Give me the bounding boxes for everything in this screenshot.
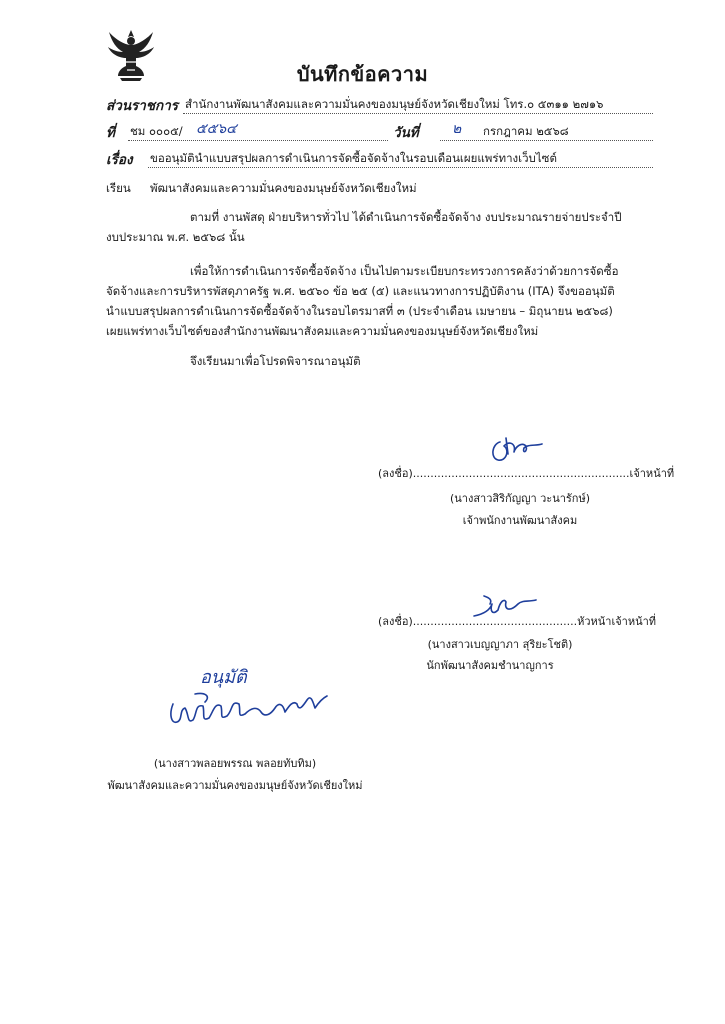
date-label: วันที่ (393, 125, 419, 141)
body-p2-line1: เพื่อให้การดำเนินการจัดซื้อจัดจ้าง เป็นไปตามระเบียบกระทรวงการคลังว่าด้วยการจัดซื้อ (190, 264, 619, 278)
subject-dotted-line (148, 167, 653, 168)
signature-1-name: (นางสาวสิริกัญญา วะนารักษ์) (449, 492, 591, 505)
agency-label: ส่วนราชการ (106, 98, 179, 114)
ref-dotted-line (128, 140, 388, 141)
memo-title: บันทึกข้อความ (296, 62, 429, 86)
body-p1-line1: ตามที่ งานพัสดุ ฝ่ายบริหารทั่วไป ได้ดำเนินการจัดซื้อจัดจ้าง งบประมาณรายจ่ายประจำปี (190, 210, 622, 224)
signature-2-line: (ลงชื่อ)...............................................หัวหน้าเจ้าหน้าที่ (378, 615, 657, 628)
body-p2-line2: จัดจ้างและการบริหารพัสดุภาครัฐ พ.ศ. ๒๕๖๐ ข้อ ๒๕ (๕) และแนวทางการปฏิบัติงาน (ITA) จึงขออนุมัติ (106, 284, 615, 298)
subject-label: เรื่อง (106, 152, 133, 168)
agency-dotted-line (183, 113, 653, 114)
signature-3-image (165, 684, 330, 730)
body-p2-line4: เผยแพร่ทางเว็บไซต์ของสำนักงานพัฒนาสังคมและความมั่นคงของมนุษย์จังหวัดเชียงใหม่ (106, 324, 539, 338)
date-dotted-line (440, 140, 653, 141)
body-p2-line3: นำแบบสรุปผลการดำเนินการจัดซื้อจัดจ้างในรอบไตรมาสที่ ๓ (ประจำเดือน เมษายน – มิถุนายน ๒๕๖๘) (106, 304, 613, 318)
date-value: กรกฎาคม ๒๕๖๘ (483, 124, 569, 138)
signature-1-image (486, 432, 546, 468)
date-day-handwritten: ๒ (452, 121, 462, 137)
signature-2-position: นักพัฒนาสังคมชำนาญการ (426, 659, 554, 672)
approval-handwritten-note: อนุมัติ (200, 667, 247, 688)
to-value: พัฒนาสังคมและความมั่นคงของมนุษย์จังหวัดเชียงใหม่ (150, 181, 417, 195)
ref-value: ชม ๐๐๐๕/ (130, 124, 183, 138)
to-label: เรียน (106, 181, 131, 195)
ref-handwritten-number: ๕๕๖๔ (196, 121, 237, 137)
signature-1-line: (ลงชื่อ)..............................................................เจ้าหน้าที่ (378, 467, 675, 480)
subject-value: ขออนุมัตินำแบบสรุปผลการดำเนินการจัดซื้อจัดจ้างในรอบเดือนเผยแพร่ทางเว็บไซต์ (150, 151, 557, 165)
ref-label: ที่ (106, 125, 115, 141)
signature-1-position: เจ้าพนักงานพัฒนาสังคม (462, 514, 578, 527)
signature-2-name: (นางสาวเบญญาภา สุริยะโชติ) (427, 638, 573, 651)
body-p1-line2: งบประมาณ พ.ศ. ๒๕๖๘ นั้น (106, 230, 245, 244)
agency-value: สำนักงานพัฒนาสังคมและความมั่นคงของมนุษย์จังหวัดเชียงใหม่ โทร.๐ ๕๓๑๑ ๒๗๑๖ (185, 97, 604, 111)
signature-3-name: (นางสาวพลอยพรรณ พลอยทับทิม) (153, 757, 317, 770)
body-closing: จึงเรียนมาเพื่อโปรดพิจารณาอนุมัติ (190, 354, 361, 368)
signature-3-position: พัฒนาสังคมและความมั่นคงของมนุษย์จังหวัดเชียงใหม่ (107, 779, 363, 792)
